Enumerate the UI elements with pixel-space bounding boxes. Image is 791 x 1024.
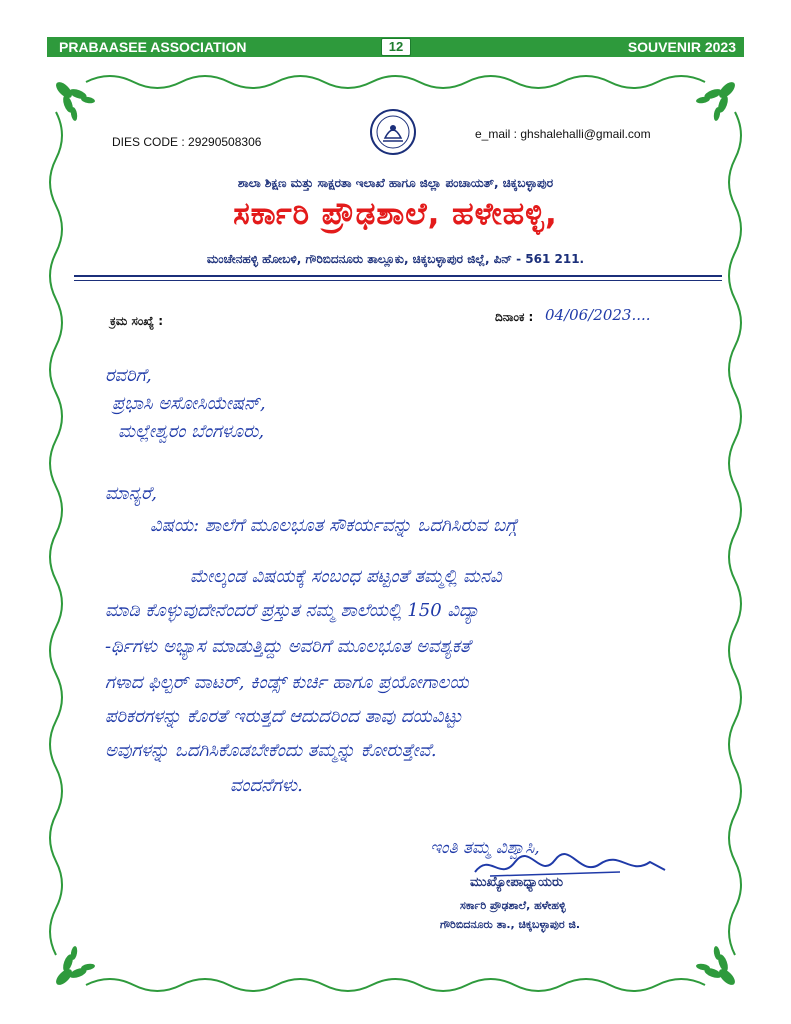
letterhead-rule-thin bbox=[74, 280, 722, 281]
letter-body-line: ಅವುಗಳನ್ನು ಒದಗಿಸಿಕೊಡಬೇಕೆಂದು ತಮ್ಮನ್ನು ಕೋರುತ್ತೇವೆ. bbox=[105, 740, 437, 761]
vine-border-segment bbox=[50, 112, 62, 955]
letter-body-line: ಮೇಲ್ಕಂಡ ವಿಷಯಕ್ಕೆ ಸಂಬಂಧ ಪಟ್ಟಂತೆ ತಮ್ಮಲ್ಲಿ ಮನವಿ bbox=[190, 566, 502, 587]
school-email: e_mail : ghshalehalli@gmail.com bbox=[475, 127, 651, 141]
letter-body-line: ಪರಿಕರಗಳನ್ನು ಕೊರತೆ ಇರುತ್ತದೆ ಆದುದರಿಂದ ತಾವು ದಯವಿಟ್ಟು bbox=[105, 706, 463, 727]
corner-leaf-cluster bbox=[696, 79, 738, 121]
letter-closing: ವಂದನೆಗಳು. bbox=[230, 775, 303, 796]
school-name: ಸರ್ಕಾರಿ ಪ್ರೌಢಶಾಲೆ, ಹಳೇಹಳ್ಳಿ, bbox=[233, 196, 558, 232]
souvenir-title: SOUVENIR 2023 bbox=[627, 39, 736, 55]
sign-off: ಇಂತಿ ತಮ್ಮ ವಿಶ್ವಾಸಿ, bbox=[430, 838, 540, 858]
recipient-line: ರವರಿಗೆ, bbox=[105, 365, 152, 386]
vine-border-segment bbox=[729, 112, 741, 955]
recipient-line: ಮಲ್ಲೇಶ್ವರಂ ಬೆಂಗಳೂರು, bbox=[118, 421, 265, 442]
school-address: ಮಂಚೇನಹಳ್ಳಿ ಹೋಬಳಿ, ಗೌರಿಬಿದನೂರು ತಾಲ್ಲೂಕು, ಚಿಕ್ಕಬಳ್ಳಾಪುರ ಜಿಲ್ಲೆ, ಪಿನ್ - 561 211. bbox=[206, 252, 585, 266]
stamp-taluk-line: ಗೌರಿಬಿದನೂರು ತಾ., ಚಿಕ್ಕಬಳ್ಳಾಪುರ ಜಿ. bbox=[440, 918, 581, 931]
serial-number-label: ಕ್ರಮ ಸಂಖ್ಯೆ : bbox=[110, 314, 164, 328]
letter-body-line: -ರ್ಥಿಗಳು ಅಭ್ಯಾಸ ಮಾಡುತ್ತಿದ್ದು ಅವರಿಗೆ ಮೂಲಭೂತ ಅವಶ್ಯಕತೆ bbox=[105, 636, 471, 657]
headmaster-designation: ಮುಖ್ಯೋಪಾಧ್ಯಾಯರು bbox=[470, 875, 563, 890]
dies-code: DIES CODE : 29290508306 bbox=[112, 135, 262, 149]
vine-border-segment bbox=[86, 76, 705, 88]
date-label: ದಿನಾಂಕ : bbox=[495, 310, 534, 324]
page-number: 12 bbox=[381, 38, 411, 56]
vine-border-segment bbox=[86, 979, 705, 991]
date-value: 04/06/2023.... bbox=[545, 306, 651, 324]
letter-body-line: ಮಾಡಿ ಕೊಳ್ಳುವುದೇನೆಂದರೆ ಪ್ರಸ್ತುತ ನಮ್ಮ ಶಾಲೆಯಲ್ಲಿ 150 ವಿದ್ಯಾ bbox=[105, 600, 480, 621]
letterhead-rule bbox=[74, 275, 722, 277]
corner-leaf-cluster bbox=[53, 79, 95, 121]
department-line: ಶಾಲಾ ಶಿಕ್ಷಣ ಮತ್ತು ಸಾಕ್ಷರತಾ ಇಲಾಖೆ ಹಾಗೂ ಜಿಲ್ಲಾ ಪಂಚಾಯತ್, ಚಿಕ್ಕಬಳ್ಳಾಪುರ bbox=[237, 176, 554, 190]
corner-leaf-cluster bbox=[53, 946, 95, 988]
recipient-line: ಪ್ರಭಾಸಿ ಅಸೋಸಿಯೇಷನ್, bbox=[112, 393, 266, 414]
letter-subject: ವಿಷಯ: ಶಾಲೆಗೆ ಮೂಲಭೂತ ಸೌಕರ್ಯವನ್ನು ಒದಗಿಸಿರುವ ಬಗ್ಗೆ bbox=[150, 515, 517, 536]
stamp-school-line: ಸರ್ಕಾರಿ ಪ್ರೌಢಶಾಲೆ, ಹಳೇಹಳ್ಳಿ bbox=[460, 899, 566, 912]
letter-body-line: ಗಳಾದ ಫಿಲ್ಟರ್ ವಾಟರ್, ಕಿಂಡ್ಸ್ ಕುರ್ಚಿ ಹಾಗೂ ಪ್ರಯೋಗಾಲಯ bbox=[105, 672, 469, 693]
school-emblem-icon bbox=[369, 108, 417, 156]
corner-leaf-cluster bbox=[696, 946, 738, 988]
salutation: ಮಾನ್ಯರೆ, bbox=[105, 483, 157, 504]
association-name: PRABAASEE ASSOCIATION bbox=[59, 39, 247, 55]
